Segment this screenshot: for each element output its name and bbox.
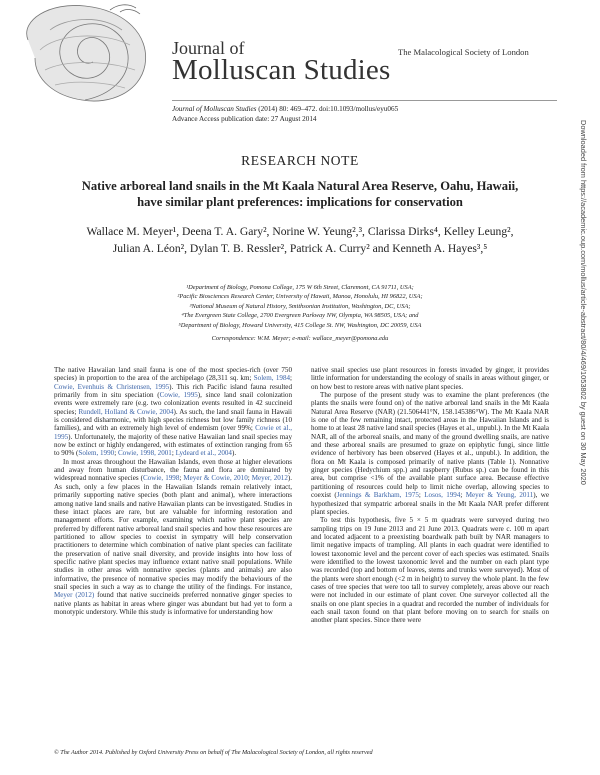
advance-access-date: Advance Access publication date: 27 August 2014 — [172, 115, 317, 123]
citation-link[interactable]: Cowie et al., 1995 — [54, 424, 292, 441]
citation-link[interactable]: Jennings & Barkham, 1975 — [336, 491, 419, 500]
citation-link[interactable]: Solem, 1990 — [78, 449, 115, 458]
paragraph: In most areas throughout the Hawaiian Islands, even those at higher elevations and away from human disturbance, the fauna and flora are dominated by widespread nonnative species (Cowie, 1998; Meyer & Cowie, 2010; Meyer, 2012). As such, only a few places in the Hawaiian Islands remain relatively intact, primarily supporting native species (both plant and animal), where interactions among native land snails and native Hawaiian plants can be investigated. Studies in these intact places are rare, but are valuable for informing restoration and management efforts. For example, examining which native plant species are preferred by different native arboreal land snail species and how these resources are partitioned to allow species to coexist in sympatry will help conservation practitioners to determine which combination of native plant species can facilitate the preservation of native snail diversity, and provide insights into how loss of specific native plant species may influence extant native snail populations. While studies in other areas with nonnative species (plants and animals) are also informative, the presence of nonnative species may modify the behaviours of the snail species in such a way as to change the utility of the findings. For instance, Meyer (2012) found that native succineids preferred nonnative ginger species to native plants as habitat in areas where ginger was abundant but had yet to form a monotypic understory. While this study is informative for understanding how — [54, 457, 293, 616]
citation-link[interactable]: Lydeard et al., 2004 — [175, 449, 232, 458]
body-column-left — [54, 366, 292, 616]
affiliations — [80, 283, 520, 330]
download-watermark: Downloaded from https://academic.oup.com/mollus/article-abstract/80/4/469/1053802 by guest on 30 May 2020 — [579, 120, 588, 485]
affiliation-4: ⁴The Evergreen State College, 2700 Evergreen Parkway NW, Olympia, WA 98505, USA; and — [181, 312, 419, 320]
affiliation-5: ⁵Department of Biology, Howard University, 415 College St. NW, Washington, DC 20059, USA — [178, 321, 422, 329]
affiliation-1: ¹Department of Biology, Pomona College, 175 W 6th Street, Claremont, CA 91711, USA; — [186, 284, 414, 291]
citation-link[interactable]: Losos, 1994 — [424, 491, 461, 500]
article-title: Native arboreal land snails in the Mt Kaala Natural Area Reserve, Oahu, Hawaii, have similar plant preferences: implications for conservation — [81, 179, 519, 209]
citation-line — [172, 105, 398, 113]
paragraph: To test this hypothesis, five 5 × 5 m quadrats were surveyed during two sampling trips on 19 June 2013 and 21 June 2013. Quadrats were c. 100 m apart and located adjacent to a preexisting boardwalk path built by NAR managers to limit negative impacts of trampling. All plants in each quadrat were identified to lowest taxonomic level and the percent cover of each species was estimated. Snails were identified to the lowest taxonomic level and the number on each plant type was recorded (top and bottom of leaves, stems and trunks were surveyed). Most of the plants were short enough (<2 m in height) to survey the whole plant. In the few cases of tree species that were too tall to survey completely, areas above our reach were not included in our estimate of plant cover. One surveyor collected all the snails on one plant species in a quadrat and recorded the number of individuals for each snail taxon found on that plant before moving on to search for snails on another plant species. Since there were — [311, 516, 549, 625]
paragraph: The native Hawaiian land snail fauna is one of the most species-rich (over 750 species) in proportion to the area of the archipelago (28,311 sq. km; Solem, 1984; Cowie, Evenhuis & Christensen, 1995). This rich Pacific island fauna resulted primarily from in situ speciation (Cowie, 1995), since land snail colonization events were extremely rare (e.g. two colonization events resulted in 42 succineid species; Rundell, Holland & Cowie, 2004). As such, the land snail fauna in Hawaii is considered disharmonic, with high species richness but low family richness (10 families), and with an extremely high level of endemism (over 99%; Cowie et al., 1995). Unfortunately, the majority of these native Hawaiian land snail species may now be extinct or highly endangered, with estimates of extinction ranging from 65 to 90% (Solem, 1990; Cowie, 1998, 2001; Lydeard et al., 2004). — [54, 366, 292, 458]
citation-link[interactable]: Cowie, 1998 — [142, 474, 180, 483]
journal-title: Molluscan Studies — [172, 54, 391, 86]
section-heading: RESEARCH NOTE — [241, 153, 359, 168]
affiliation-2: ²Pacific Biosciences Research Center, University of Hawaii, Manoa, Honolulu, HI 96822, USA; — [177, 293, 423, 301]
header-divider — [172, 100, 557, 101]
paragraph: native snail species use plant resources in forests invaded by ginger, it provides little information for understanding the ecology of snails in areas without ginger, or on how best to restore areas with native plant species. — [311, 366, 549, 391]
citation-link[interactable]: Cowie, 1998, 2001 — [117, 449, 172, 458]
affiliation-3: ³National Museum of Natural History, Smithsonian Institution, Washington, DC, USA; — [189, 302, 411, 310]
copyright-footer: © The Author 2014. Published by Oxford University Press on behalf of The Malacological Society of London, all rights reserved — [54, 749, 373, 756]
author-line-1: Wallace M. Meyer¹, Deena T. A. Gary², Norine W. Yeung²,³, Clarissa Dirks⁴, Kelley Leung², — [86, 225, 514, 238]
society-name: The Malacological Society of London — [398, 47, 529, 57]
citation-link[interactable]: Meyer (2012) — [54, 591, 95, 600]
citation-link[interactable]: Solem, 1984 — [253, 374, 291, 383]
citation-link[interactable]: Cowie, 1995 — [159, 391, 198, 400]
author-line-2: Julian A. Léon², Dylan T. B. Ressler², Patrick A. Curry² and Kenneth A. Hayes³,⁵ — [112, 241, 488, 255]
citation-link[interactable]: Meyer & Yeung, 2011 — [465, 491, 534, 500]
author-list — [70, 224, 530, 257]
citation-journal: Journal of Molluscan Studies — [172, 105, 257, 113]
citation-link[interactable]: Cowie, Evenhuis & Christensen, 1995 — [54, 382, 170, 391]
citation-link[interactable]: Meyer & Cowie, 2010 — [183, 474, 248, 483]
correspondence: Correspondence: W.M. Meyer; e-mail: wallace_meyer@pomona.edu — [211, 335, 389, 342]
citation-details: (2014) 80: 469–472. doi:10.1093/mollus/eyu065 — [256, 105, 399, 113]
paragraph: The purpose of the present study was to examine the plant preferences (the plants the snails were found on) of the native arboreal land snails in the Mt Kaala Natural Area Reserve (NAR) (21.506441°N, 158.145386°W). The Mt Kaala NAR is one of the few remaining intact, protected areas in the Hawaiian Islands and is home to at least 28 native land snail species (Hayes et al., unpubl.). In the Mt Kaala NAR, all of the arboreal snails, and many of the ground dwelling snails, are native and these arboreal snails are presumed to graze on epiphytic fungi, since little evidence of herbivory has been observed (Hayes et al., unpubl.). In addition, the flora on Mt Kaala is composed primarily of native plants (Table 1). Nonnative ginger species (Hedychium spp.) and raspberry (Rubus sp.) can be found in this area, but comprise <1% of the available plant surface area. Because effective partitioning of resources could help to limit niche overlap, allowing species to coexist (Jennings & Barkham, 1975; Losos, 1994; Meyer & Yeung, 2011), we hypothesized that sympatric arboreal snails in the Mt Kaala NAR prefer different plant species. — [311, 391, 549, 516]
citation-link[interactable]: Rundell, Holland & Cowie, 2004 — [78, 407, 174, 416]
body-column-right — [311, 366, 549, 625]
citation-link[interactable]: Meyer, 2012 — [251, 474, 288, 483]
journal-title-prefix: Journal of — [172, 38, 245, 58]
journal-shell-logo — [10, 0, 160, 110]
